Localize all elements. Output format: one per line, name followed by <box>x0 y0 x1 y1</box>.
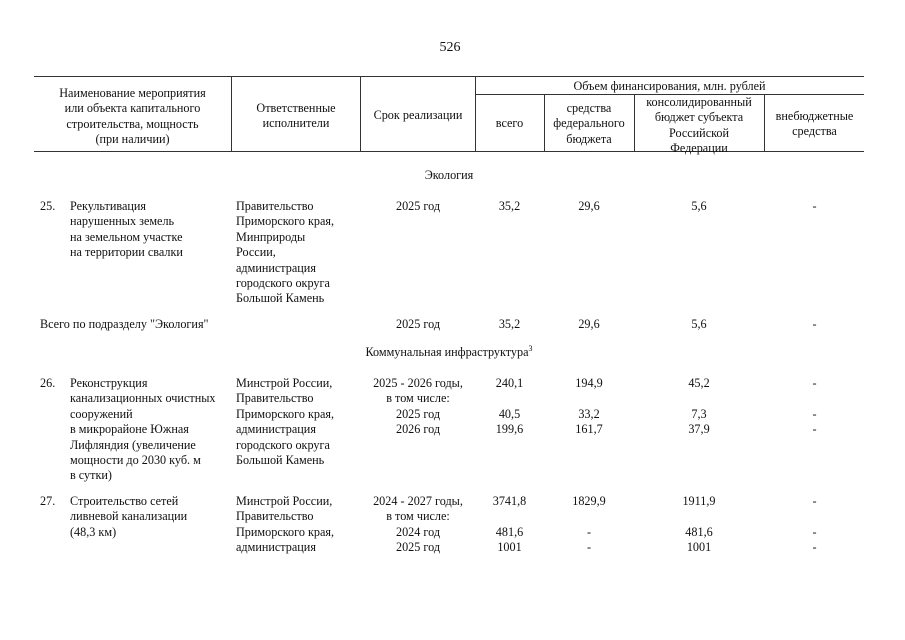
row-consolidated: 1911,9 481,6 1001 <box>682 494 716 555</box>
row-name: Рекультивация нарушенных земель на земельном участке на территории свалки <box>70 199 183 260</box>
row-federal: 29,6 <box>578 199 600 213</box>
row-offbudget: - - - <box>812 494 817 555</box>
subtotal-term: 2025 год <box>395 317 441 331</box>
row-responsible: Минстрой России, Правительство Приморского края, администрация городского округа Большой Камень <box>236 376 335 468</box>
footnote-marker: 3 <box>528 343 533 353</box>
row-total: 240,1 40,5 199,6 <box>495 376 524 437</box>
col-divider <box>360 77 361 151</box>
row-name: Реконструкция канализационных очистных сооружений в микрорайоне Южная Лифляндия (увеличение мощности до 2030 куб. м в сутки) <box>70 376 216 483</box>
row-consolidated: 45,2 7,3 37,9 <box>688 376 710 437</box>
section-title-ecology: Экология <box>424 168 474 182</box>
header-term-col: Срок реализации <box>373 108 463 122</box>
header-responsible-col: Ответственные исполнители <box>256 101 336 131</box>
row-total: 35,2 <box>498 199 521 213</box>
row-federal: 1829,9 - - <box>572 494 606 555</box>
subtotal-federal: 29,6 <box>578 317 600 331</box>
row-total: 3741,8 481,6 1001 <box>492 494 527 555</box>
header-top-rule <box>34 76 864 77</box>
subtotal-total: 35,2 <box>498 317 521 331</box>
row-number: 25. <box>40 199 56 213</box>
section-title-communal-text: Коммунальная инфраструктура <box>365 345 529 359</box>
subtotal-label: Всего по подразделу "Экология" <box>40 317 209 331</box>
row-term: 2024 - 2027 годы, в том числе: 2024 год 2025 год <box>373 494 463 555</box>
header-offbudget-col: внебюджетные средства <box>775 109 854 139</box>
row-responsible: Правительство Приморского края, Минприроды России, администрация городского округа Большой Камень <box>236 199 335 306</box>
row-federal: 194,9 33,2 161,7 <box>575 376 603 437</box>
row-name: Строительство сетей ливневой канализации (48,3 км) <box>70 494 188 539</box>
page-number: 526 <box>439 40 461 55</box>
row-offbudget: - - - <box>812 376 817 437</box>
row-consolidated: 5,6 <box>691 199 707 213</box>
header-total-col: всего <box>495 116 524 130</box>
row-number: 26. <box>40 376 56 390</box>
row-responsible: Минстрой России, Правительство Приморского края, администрация <box>236 494 335 555</box>
subtotal-offbudget: - <box>812 317 817 331</box>
header-federal-col: средства федерального бюджета <box>553 101 625 146</box>
row-number: 27. <box>40 494 56 508</box>
row-term: 2025 - 2026 годы, в том числе: 2025 год 2026 год <box>373 376 463 437</box>
header-funding-title: Объем финансирования, млн. рублей <box>573 79 766 93</box>
header-name-col: Наименование мероприятия или объекта капитального строительства, мощность (при наличии) <box>59 86 206 147</box>
col-divider <box>231 77 232 151</box>
header-consolidated-col: консолидированный бюджет субъекта Российской Федерации <box>646 95 752 156</box>
row-term: 2025 год <box>395 199 441 213</box>
section-title-communal <box>34 345 864 360</box>
subtotal-consolidated: 5,6 <box>691 317 707 331</box>
row-offbudget: - <box>812 199 817 213</box>
